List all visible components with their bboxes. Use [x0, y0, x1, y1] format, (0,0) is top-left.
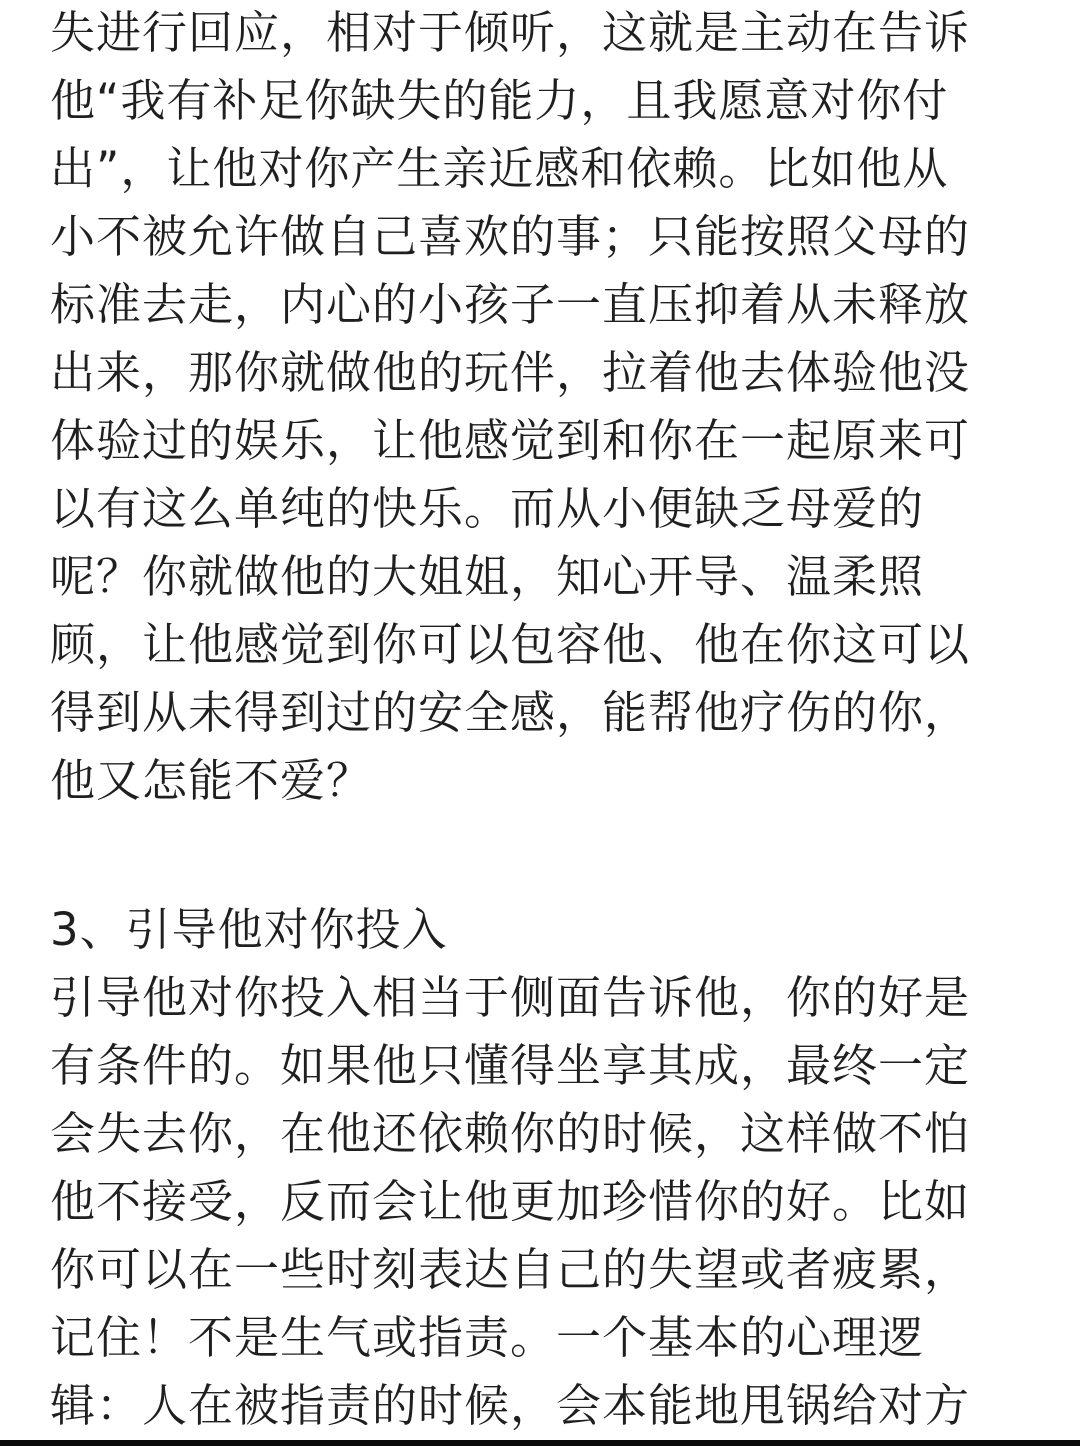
text-line: 得到从未得到过的安全感，能帮他疗伤的你，: [50, 686, 971, 739]
text-line: 记住！不是生气或指责。一个基本的心理逻: [50, 1311, 925, 1364]
section-3: [50, 896, 1030, 1440]
text-line: 辑：人在被指责的时候，会本能地甩锅给对方: [50, 1379, 971, 1432]
text-line: 会失去你，在他还依赖你的时候，这样做不怕: [50, 1107, 971, 1160]
text-line: 他“我有补足你缺失的能力，且我愿意对你付: [50, 74, 949, 127]
text-line: 顾，让他感觉到你可以包容他、他在你这可以: [50, 618, 971, 671]
text-line: 标准去走，内心的小孩子一直压抑着从未释放: [50, 278, 971, 331]
text-line: 出来，那你就做他的玩伴，拉着他去体验他没: [50, 346, 971, 399]
text-line: 有条件的。如果他只懂得坐享其成，最终一定: [50, 1039, 971, 1092]
text-line: 他不接受，反而会让他更加珍惜你的好。比如: [50, 1175, 971, 1228]
paragraph-continued: [50, 0, 1030, 815]
text-line: 失进行回应，相对于倾听，这就是主动在告诉: [50, 6, 971, 59]
text-line: 体验过的娱乐，让他感觉到和你在一起原来可: [50, 414, 971, 467]
text-line: 小不被允许做自己喜欢的事；只能按照父母的: [50, 210, 971, 263]
text-line: 他又怎能不爱？: [50, 754, 373, 807]
text-line: 以有这么单纯的快乐。而从小便缺乏母爱的: [50, 482, 925, 535]
text-line: 出”，让他对你产生亲近感和依赖。比如他从: [50, 142, 949, 195]
text-line: 呢？你就做他的大姐姐，知心开导、温柔照: [50, 550, 925, 603]
text-line: 你可以在一些时刻表达自己的失望或者疲累，: [50, 1243, 971, 1296]
bottom-edge-bar: [0, 1440, 1080, 1446]
section-heading: 3、引导他对你投入: [50, 903, 448, 956]
text-line: 引导他对你投入相当于侧面告诉他，你的好是: [50, 971, 971, 1024]
